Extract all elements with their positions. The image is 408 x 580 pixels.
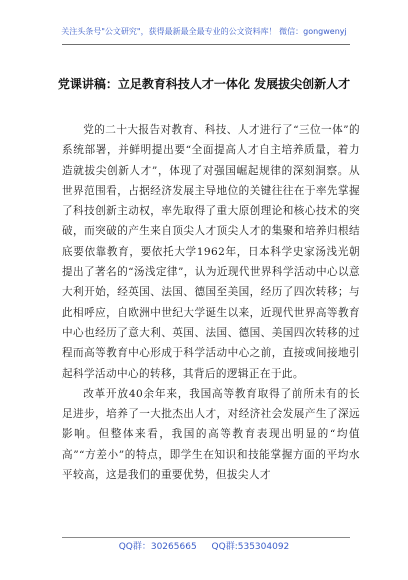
footer-divider <box>62 537 350 538</box>
paragraph-2: 改革开放40余年来，我国高等教育取得了前所未有的长足进步，培养了一大批杰出人才，对经济社会发展产生了深远影响。但整体来看，我国的高等教育表现出明显的“均值高”“方差小”的特点，即学生在知识和技能掌握方面的平均水平较高，这是我们的重要优势，但拔尖人才 <box>62 387 360 482</box>
footer-qq-group-2: QQ群:535304092 <box>211 542 290 552</box>
document-title: 党课讲稿：立足教育科技人才一体化 发展拔尖创新人才 <box>57 77 351 91</box>
header-note: 关注头条号"公文研究"，获得最新最全最专业的公文资料库！ 微信：gongwenyj <box>61 27 347 36</box>
footer-qq-group-1: QQ群：30265665 <box>118 542 197 552</box>
footer <box>0 541 408 553</box>
paragraph-1: 党的二十大报告对教育、科技、人才进行了“三位一体”的系统部署，并鲜明提出要“全面提高人才自主培养质量，着力造就拔尖创新人才”，体现了对强国崛起规律的深刻洞察。从世界范围看，占据经济发展主导地位的关键往往在于率先掌握了科技创新主动权，率先取得了重大原创理论和核心技术的突破，而突破的产生来自顶尖人才顶尖人才的集聚和培养归根结底要依靠教育，要依托大学1962年，日本科学史家汤浅光朝提出了著名的“汤浅定律”，认为近现代世界科学活动中心以意大利开始，经英国、法国、德国至美国，经历了四次转移；与此相呼应，自欧洲中世纪大学诞生以来，近现代世界高等教育中心也经历了意大利、英国、法国、德国、美国四次转移的过程而高等教育中心形成于科学活动中心之前，直接或间接地引起科学活动中心的转移，其背后的逻辑正在于此。 <box>62 124 360 380</box>
header-divider <box>62 44 350 45</box>
document-body <box>62 120 360 485</box>
